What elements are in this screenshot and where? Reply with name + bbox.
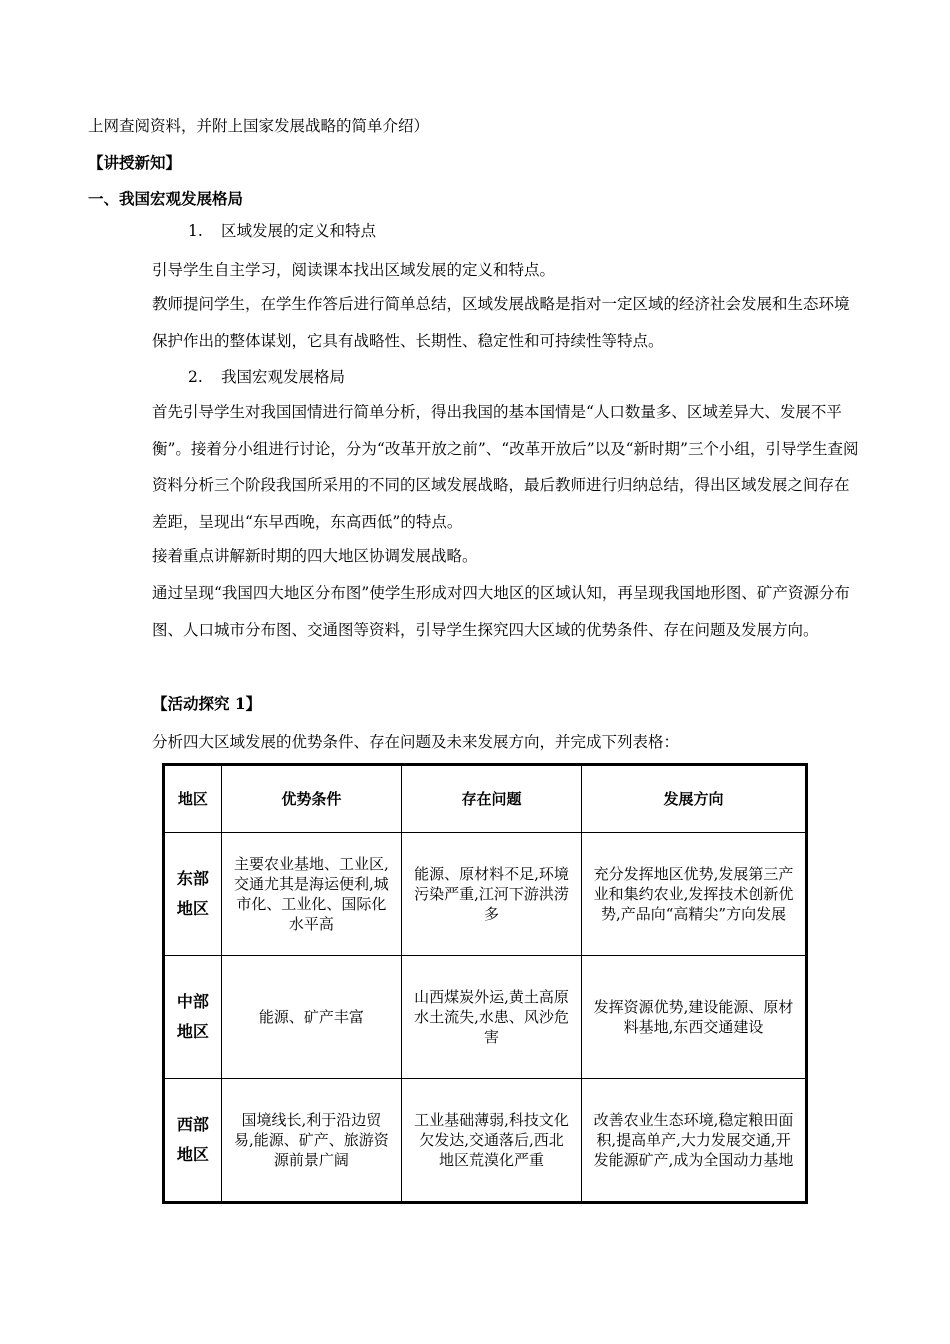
- region-cell: 中部地区: [164, 956, 222, 1079]
- region-cell: 东部地区: [164, 833, 222, 956]
- activity-title: 【活动探究 1】: [152, 694, 262, 713]
- section-lecture-heading: 【讲授新知】: [88, 153, 182, 172]
- table-row: [164, 1079, 807, 1203]
- advantage-cell: 国境线长,利于沿边贸易,能源、矿产、旅游资源前景广阔: [221, 1079, 401, 1203]
- item1-number: 1.: [188, 222, 203, 240]
- item2-number: 2.: [188, 368, 203, 386]
- header-region: 地区: [164, 765, 222, 833]
- advantage-cell: 能源、矿产丰富: [221, 956, 401, 1079]
- problem-cell: 工业基础薄弱,科技文化欠发达,交通落后,西北地区荒漠化严重: [401, 1079, 581, 1203]
- intro-line: 上网查阅资料，并附上国家发展战略的简单介绍）: [88, 117, 430, 135]
- paragraph-map-analysis: 通过呈现“我国四大地区分布图”使学生形成对四大地区的区域认知，再呈现我国地形图、矿产资源分布图、人口城市分布图、交通图等资料，引导学生探究四大区域的优势条件、存在问题及发展方向。: [152, 584, 850, 639]
- header-advantage: 优势条件: [221, 765, 401, 833]
- item2-title: 我国宏观发展格局: [221, 368, 346, 386]
- header-direction: 发展方向: [582, 765, 807, 833]
- activity-instruction: 分析四大区域发展的优势条件、存在问题及未来发展方向，并完成下列表格：: [152, 733, 680, 751]
- header-problem: 存在问题: [401, 765, 581, 833]
- item1-title: 区域发展的定义和特点: [221, 222, 377, 240]
- direction-cell: 改善农业生态环境,稳定粮田面积,提高单产,大力发展交通,开发能源矿产,成为全国动力基地: [582, 1079, 807, 1203]
- problem-cell: 山西煤炭外运,黄土高原水土流失,水患、风沙危害: [401, 956, 581, 1079]
- regions-table: [162, 763, 808, 1204]
- region-cell: 西部地区: [164, 1079, 222, 1203]
- paragraph-self-study: 引导学生自主学习，阅读课本找出区域发展的定义和特点。: [152, 261, 556, 279]
- table-header-row: [164, 765, 807, 833]
- paragraph-teacher-summary: 教师提问学生，在学生作答后进行简单总结，区域发展战略是指对一定区域的经济社会发展和生态环境保护作出的整体谋划，它具有战略性、长期性、稳定性和可持续性等特点。: [152, 295, 850, 350]
- direction-cell: 发挥资源优势,建设能源、原材料基地,东西交通建设: [582, 956, 807, 1079]
- table-row: [164, 833, 807, 956]
- table-row: [164, 956, 807, 1079]
- heading-macro-layout: 一、我国宏观发展格局: [88, 189, 244, 208]
- paragraph-national-conditions: 首先引导学生对我国国情进行简单分析，得出我国的基本国情是“人口数量多、区域差异大、发展不平衡”。接着分小组进行讨论，分为“改革开放之前”、“改革开放后”以及“新时期”三个小组，引导学生查阅资料分析三个阶段我国所采用的不同的区域发展战略，最后教师进行归纳总结，得出区域发展之间存在差距，呈现出“东早西晚，东高西低”的特点。: [152, 403, 859, 531]
- direction-cell: 充分发挥地区优势,发展第三产业和集约农业,发挥技术创新优势,产品向“高精尖”方向发展: [582, 833, 807, 956]
- paragraph-four-regions-intro: 接着重点讲解新时期的四大地区协调发展战略。: [152, 547, 478, 565]
- problem-cell: 能源、原材料不足,环境污染严重,江河下游洪涝多: [401, 833, 581, 956]
- advantage-cell: 主要农业基地、工业区,交通尤其是海运便利,城市化、工业化、国际化水平高: [221, 833, 401, 956]
